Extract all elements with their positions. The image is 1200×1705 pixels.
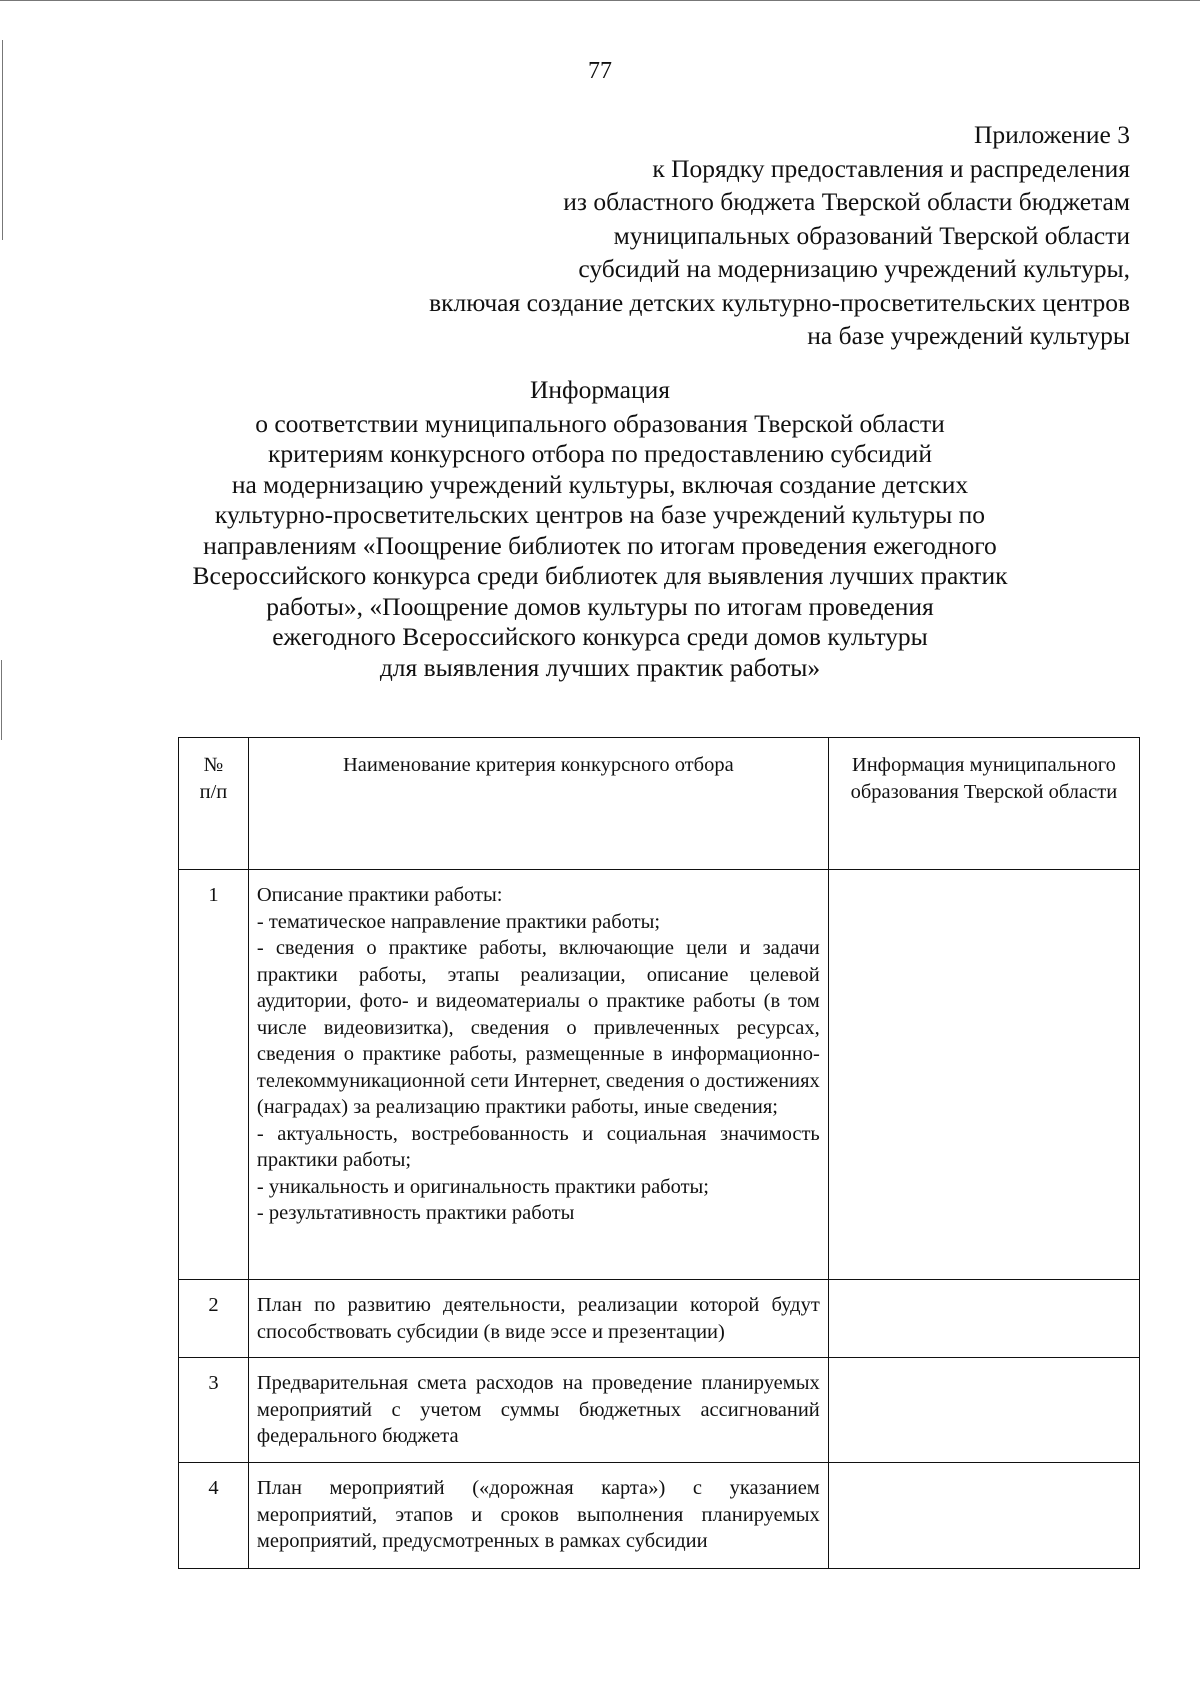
criterion-line: - сведения о практике работы, включающие цели и задачи практики работы, этапы реализации, описание целевой аудитории, фото- и видеоматериалы о практике работы (в том числе видеовизитка), сведения о привлеченных ресурсах, сведения о практике работы, размещенные в информационно-телекоммуникационной сети Интернет, сведения о достижениях (наградах) за реализацию практики работы, иные сведения; — [256, 937, 820, 1118]
header-number — [179, 738, 249, 870]
criterion-line: - уникальность и оригинальность практики работы; — [256, 1175, 710, 1198]
appendix-line: к Порядку предоставления и распределения — [652, 153, 1130, 183]
row-number: 4 — [179, 1463, 249, 1569]
criterion-line: - актуальность, востребованность и социальная значимость практики работы; — [256, 1122, 820, 1171]
table-header-row — [179, 738, 1140, 870]
criterion-text — [248, 870, 828, 1280]
criterion-text: План мероприятий («дорожная карта») с указанием мероприятий, этапов и сроков выполнения планируемых мероприятий, предусмотренных в рамках субсидии — [248, 1463, 828, 1569]
title-line: о соответствии муниципального образования Тверской области — [255, 408, 945, 438]
criteria-table — [178, 737, 1140, 1569]
title-line: ежегодного Всероссийского конкурса среди домов культуры — [272, 622, 928, 651]
title-line: культурно-просветительских центров на базе учреждений культуры по — [214, 500, 986, 529]
table-row — [179, 1463, 1140, 1569]
table-row — [179, 1280, 1140, 1358]
title-line: Всероссийского конкурса среди библиотек для выявления лучших практик — [192, 561, 1008, 590]
row-number: 1 — [179, 870, 249, 1280]
appendix-note — [429, 118, 1130, 353]
document-title — [0, 375, 1200, 683]
title-line: критериям конкурсного отбора по предоставлению субсидий — [268, 439, 932, 468]
scan-edge-line-top — [0, 0, 1200, 1]
header-number-symbol: № — [203, 754, 224, 776]
title-line: для выявления лучших практик работы» — [379, 652, 821, 682]
appendix-line: из областного бюджета Тверской области бюджетам — [563, 187, 1130, 216]
appendix-line: субсидий на модернизацию учреждений культуры, — [578, 254, 1130, 283]
table-row — [179, 1358, 1140, 1463]
criterion-text: Предварительная смета расходов на проведение планируемых мероприятий с учетом суммы бюджетных ассигнований федерального бюджета — [248, 1358, 828, 1463]
title-heading: Информация — [529, 375, 670, 404]
municipal-info-cell — [828, 1358, 1139, 1463]
criterion-text: План по развитию деятельности, реализации которой будут способствовать субсидии (в виде эссе и презентации) — [248, 1280, 828, 1358]
header-criterion-name: Наименование критерия конкурсного отбора — [248, 738, 828, 870]
appendix-line: на базе учреждений культуры — [807, 321, 1130, 350]
header-municipal-info: Информация муниципального образования Тверской области — [828, 738, 1139, 870]
title-line: на модернизацию учреждений культуры, включая создание детских — [231, 469, 969, 499]
table-row — [179, 870, 1140, 1280]
appendix-line: муниципальных образований Тверской области — [613, 220, 1130, 250]
row-number: 3 — [179, 1358, 249, 1463]
title-line: работы», «Поощрение домов культуры по итогам проведения — [266, 591, 934, 621]
row-number: 2 — [179, 1280, 249, 1358]
page-number: 77 — [588, 58, 612, 84]
municipal-info-cell — [828, 1463, 1139, 1569]
municipal-info-cell — [828, 870, 1139, 1280]
appendix-line: Приложение 3 — [974, 120, 1130, 149]
appendix-line: включая создание детских культурно-просветительских центров — [429, 287, 1130, 317]
criterion-line: - тематическое направление практики работы; — [256, 910, 661, 933]
criterion-line: Описание практики работы: — [256, 884, 503, 906]
title-line: направлениям «Поощрение библиотек по итогам проведения ежегодного — [203, 530, 997, 560]
header-number-label: п/п — [199, 780, 228, 803]
criterion-line: - результативность практики работы — [256, 1202, 575, 1224]
municipal-info-cell — [828, 1280, 1139, 1358]
